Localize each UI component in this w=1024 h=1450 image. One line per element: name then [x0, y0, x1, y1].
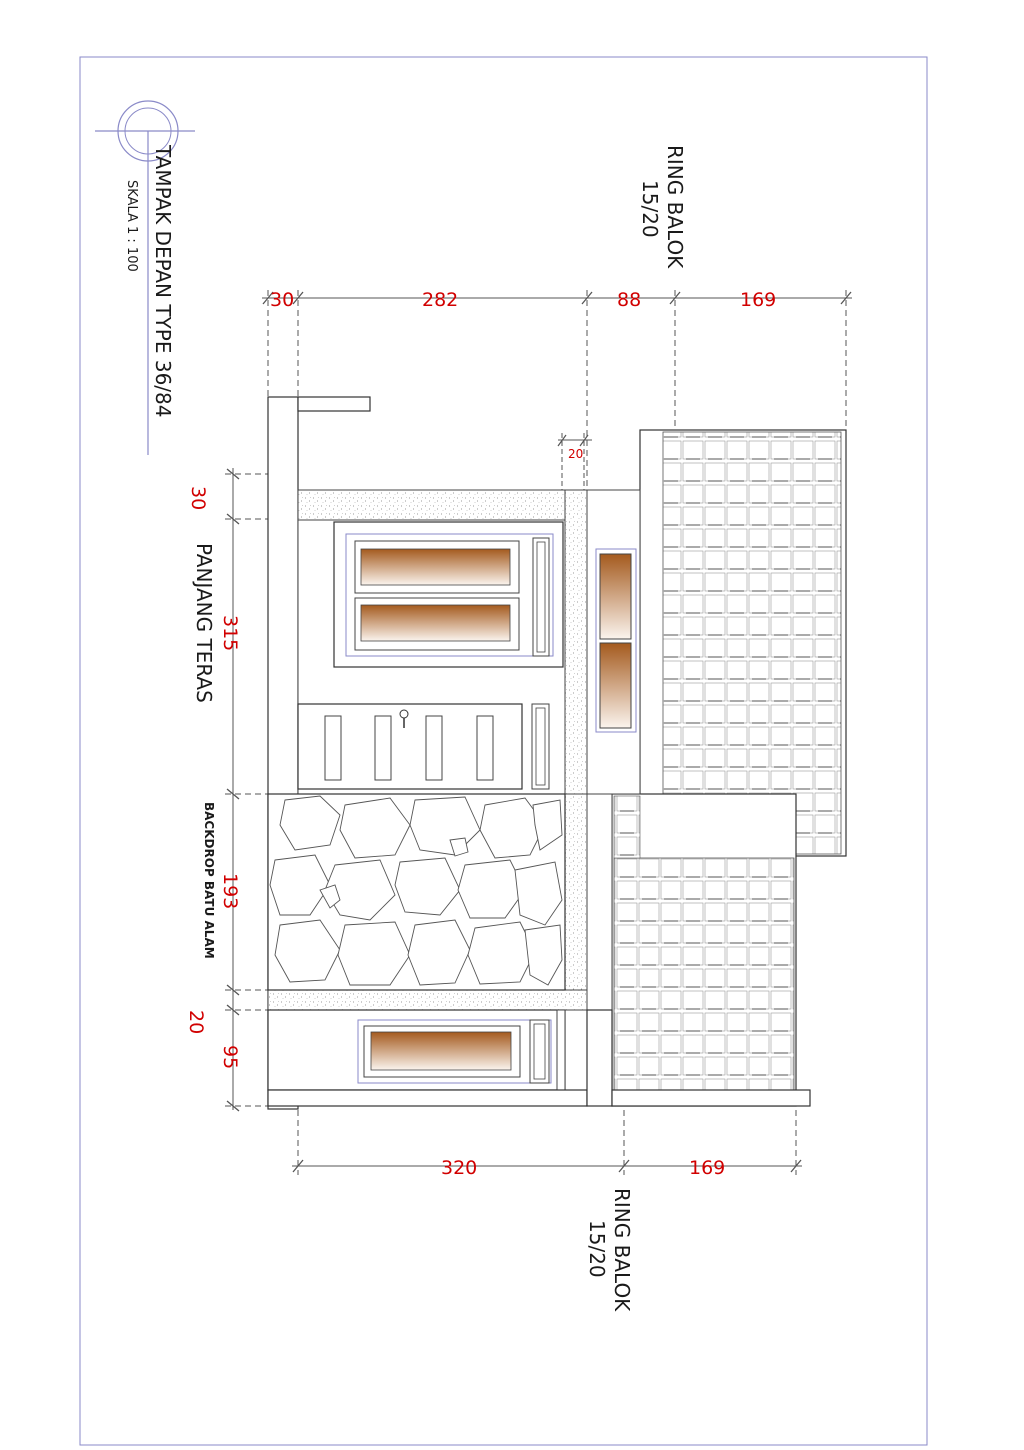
ring-balok-top-line1: RING BALOK	[663, 145, 687, 269]
dim-top-169: 169	[740, 289, 777, 311]
drawing-scale: SKALA 1 : 100	[124, 180, 139, 272]
front-door	[298, 704, 549, 789]
ring-balok-bottom-line2: 15/20	[585, 1220, 609, 1278]
dim-left-193: 193	[219, 873, 241, 910]
ring-balok-bottom-line1: RING BALOK	[610, 1188, 634, 1312]
panjang-teras-label: PANJANG TERAS	[192, 543, 216, 703]
drawing-title: TAMPAK DEPAN TYPE 36/84	[151, 145, 175, 418]
dim-left-315: 315	[219, 615, 241, 652]
roof-tile-lower	[612, 794, 796, 1106]
dim-bottom-320: 320	[441, 1157, 478, 1179]
dim-left-30: 30	[187, 486, 209, 511]
backdrop-label: BACKDROP BATU ALAM	[202, 802, 216, 959]
dim-top-282: 282	[422, 289, 459, 311]
dim-left-95: 95	[219, 1045, 241, 1070]
ring-balok-top-line2: 15/20	[638, 180, 662, 238]
dim-top-88: 88	[617, 289, 642, 311]
title-symbol-icon	[95, 101, 195, 455]
dim-left-20: 20	[185, 1010, 207, 1035]
stone-backdrop	[268, 794, 565, 990]
bottom-dimension-line	[292, 1110, 802, 1175]
dim-top-30: 30	[270, 289, 295, 311]
dim-top-small-20: 20	[568, 447, 584, 461]
side-window	[596, 549, 636, 732]
lower-window	[268, 1010, 565, 1090]
upper-window	[334, 522, 563, 667]
roof-tile-upper	[640, 430, 846, 856]
dim-bottom-169: 169	[689, 1157, 726, 1179]
